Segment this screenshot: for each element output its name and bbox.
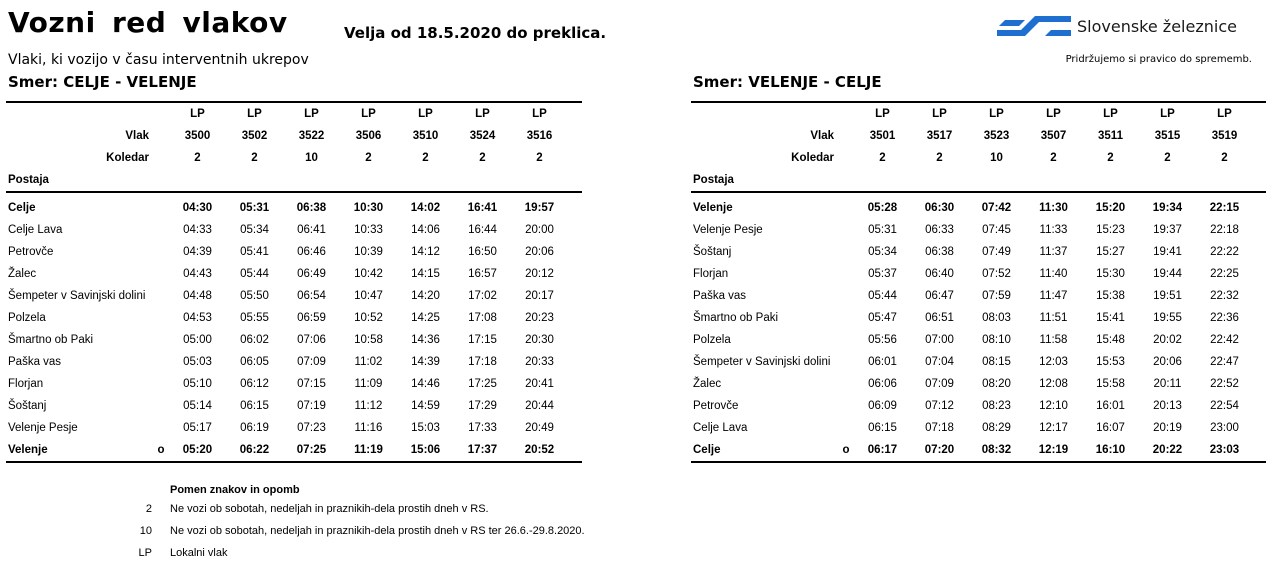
page-title: Vozni red vlakov xyxy=(8,6,288,39)
station-row xyxy=(6,417,582,439)
time-cell: 23:00 xyxy=(1210,422,1239,434)
time-cell: 12:10 xyxy=(1039,400,1068,412)
legend-title: Pomen znakov in opomb xyxy=(170,484,300,496)
train-type-row xyxy=(691,103,1266,125)
time-cell: 20:06 xyxy=(525,246,554,258)
header-cell: LP xyxy=(304,108,319,120)
time-cell: 15:48 xyxy=(1096,334,1125,346)
station-name: Šmartno ob Paki xyxy=(8,334,94,346)
time-cell: 15:53 xyxy=(1096,356,1125,368)
station-name: Šempeter v Savinjski dolini xyxy=(693,356,831,368)
row-label: Koledar xyxy=(106,152,149,164)
time-cell: 06:38 xyxy=(296,202,327,214)
station-name: Šoštanj xyxy=(693,246,732,258)
time-cell: 14:36 xyxy=(411,334,440,346)
time-cell: 19:55 xyxy=(1153,312,1182,324)
time-cell: 20:00 xyxy=(525,224,554,236)
header-cell: 2 xyxy=(936,152,943,164)
time-cell: 17:15 xyxy=(468,334,497,346)
validity-note: Velja od 18.5.2020 do preklica. xyxy=(344,24,607,42)
station-row xyxy=(6,439,582,463)
header-cell: LP xyxy=(418,108,433,120)
time-cell: 22:36 xyxy=(1210,312,1239,324)
header-cell: LP xyxy=(1103,108,1118,120)
time-cell: 05:34 xyxy=(240,224,269,236)
header-cell: 2 xyxy=(422,152,429,164)
time-cell: 17:29 xyxy=(468,400,497,412)
legend-text: Lokalni vlak xyxy=(170,547,228,559)
time-cell: 15:20 xyxy=(1095,202,1126,214)
time-cell: 15:03 xyxy=(411,422,440,434)
time-cell: 16:41 xyxy=(467,202,498,214)
time-cell: 20:11 xyxy=(1153,378,1182,390)
time-cell: 16:57 xyxy=(468,268,497,280)
time-cell: 06:38 xyxy=(925,246,954,258)
time-cell: 07:52 xyxy=(982,268,1011,280)
time-cell: 22:47 xyxy=(1210,356,1239,368)
station-name: Velenje Pesje xyxy=(693,224,763,236)
station-row xyxy=(6,197,582,219)
time-cell: 19:37 xyxy=(1153,224,1182,236)
time-cell: 20:41 xyxy=(525,378,554,390)
time-cell: 06:15 xyxy=(240,400,269,412)
time-cell: 08:23 xyxy=(982,400,1011,412)
time-cell: 06:22 xyxy=(239,444,270,456)
time-cell: 08:15 xyxy=(982,356,1011,368)
time-cell: 05:44 xyxy=(240,268,269,280)
time-cell: 06:05 xyxy=(240,356,269,368)
time-cell: 20:22 xyxy=(1152,444,1183,456)
time-cell: 16:50 xyxy=(468,246,497,258)
header-cell: 3519 xyxy=(1211,130,1238,142)
time-cell: 19:41 xyxy=(1153,246,1182,258)
time-cell: 06:40 xyxy=(925,268,954,280)
time-cell: 20:52 xyxy=(524,444,555,456)
station-row xyxy=(691,395,1266,417)
header-cell: 2 xyxy=(536,152,543,164)
time-cell: 05:55 xyxy=(240,312,269,324)
time-cell: 20:23 xyxy=(525,312,554,324)
time-cell: 11:16 xyxy=(354,422,383,434)
header-cell: 3500 xyxy=(184,130,211,142)
legend-item xyxy=(130,520,585,542)
header-cell: LP xyxy=(1046,108,1061,120)
time-cell: 06:49 xyxy=(297,268,326,280)
station-row xyxy=(691,263,1266,285)
brand-name: Slovenske železnice xyxy=(1077,16,1237,36)
time-cell: 05:47 xyxy=(868,312,897,324)
station-row xyxy=(6,373,582,395)
station-row xyxy=(691,197,1266,219)
time-cell: 05:20 xyxy=(182,444,213,456)
rights-note: Pridržujemo si pravico do sprememb. xyxy=(1065,54,1252,65)
time-cell: 07:09 xyxy=(297,356,326,368)
station-name: Celje Lava xyxy=(693,422,748,434)
time-cell: 06:19 xyxy=(240,422,269,434)
time-cell: 07:04 xyxy=(925,356,954,368)
time-cell: 06:09 xyxy=(868,400,897,412)
arrival-mark: o xyxy=(157,444,165,456)
header-cell: LP xyxy=(875,108,890,120)
station-name: Celje Lava xyxy=(8,224,63,236)
row-label: Koledar xyxy=(791,152,834,164)
train-number-row xyxy=(6,125,582,147)
station-row xyxy=(691,329,1266,351)
time-cell: 14:12 xyxy=(411,246,440,258)
header-cell: LP xyxy=(190,108,205,120)
timetable-celje-velenje xyxy=(6,101,582,463)
station-row xyxy=(691,417,1266,439)
time-cell: 11:51 xyxy=(1039,312,1068,324)
calendar-row xyxy=(691,147,1266,169)
time-cell: 04:48 xyxy=(183,290,212,302)
time-cell: 20:44 xyxy=(525,400,554,412)
station-row xyxy=(6,329,582,351)
time-cell: 07:42 xyxy=(981,202,1012,214)
station-row xyxy=(6,395,582,417)
legend-item xyxy=(130,542,228,564)
station-name: Celje xyxy=(8,202,36,214)
time-cell: 15:27 xyxy=(1096,246,1125,258)
time-cell: 16:01 xyxy=(1096,400,1125,412)
station-name: Šoštanj xyxy=(8,400,47,412)
header-cell: 2 xyxy=(194,152,201,164)
time-cell: 07:06 xyxy=(297,334,326,346)
time-cell: 20:30 xyxy=(525,334,554,346)
station-row xyxy=(691,241,1266,263)
arrival-mark: o xyxy=(842,444,850,456)
time-cell: 17:33 xyxy=(468,422,497,434)
header-cell: 2 xyxy=(365,152,372,164)
time-cell: 06:02 xyxy=(240,334,269,346)
header-cell: 3524 xyxy=(469,130,496,142)
time-cell: 11:47 xyxy=(1039,290,1068,302)
station-header: Postaja xyxy=(8,174,49,186)
time-cell: 22:52 xyxy=(1210,378,1239,390)
time-cell: 07:12 xyxy=(925,400,954,412)
time-cell: 22:42 xyxy=(1210,334,1239,346)
time-cell: 15:30 xyxy=(1096,268,1125,280)
header-cell: LP xyxy=(361,108,376,120)
time-cell: 14:02 xyxy=(410,202,441,214)
time-cell: 20:19 xyxy=(1153,422,1182,434)
direction-title: Smer: VELENJE - CELJE xyxy=(693,73,882,91)
time-cell: 15:38 xyxy=(1096,290,1125,302)
time-cell: 06:15 xyxy=(868,422,897,434)
header-cell: 10 xyxy=(990,152,1003,164)
station-name: Petrovče xyxy=(8,246,54,258)
time-cell: 10:47 xyxy=(354,290,383,302)
time-cell: 10:52 xyxy=(354,312,383,324)
row-label: Vlak xyxy=(810,130,834,142)
time-cell: 07:49 xyxy=(982,246,1011,258)
rail-logo-icon xyxy=(995,12,1073,40)
header-cell: 3517 xyxy=(926,130,953,142)
legend-key: 10 xyxy=(139,525,152,537)
time-cell: 08:29 xyxy=(982,422,1011,434)
station-name: Velenje xyxy=(8,444,48,456)
time-cell: 15:41 xyxy=(1096,312,1125,324)
time-cell: 14:59 xyxy=(411,400,440,412)
station-name: Paška vas xyxy=(693,290,747,302)
time-cell: 06:30 xyxy=(924,202,955,214)
time-cell: 07:20 xyxy=(924,444,955,456)
time-cell: 06:54 xyxy=(297,290,326,302)
time-cell: 22:32 xyxy=(1210,290,1239,302)
time-cell: 15:23 xyxy=(1096,224,1125,236)
header-cell: 2 xyxy=(1164,152,1171,164)
station-row xyxy=(691,285,1266,307)
station-row xyxy=(6,219,582,241)
station-row xyxy=(691,439,1266,463)
time-cell: 05:56 xyxy=(868,334,897,346)
time-cell: 05:31 xyxy=(239,202,270,214)
time-cell: 11:33 xyxy=(1039,224,1068,236)
station-name: Florjan xyxy=(693,268,729,280)
time-cell: 20:13 xyxy=(1153,400,1182,412)
time-cell: 05:28 xyxy=(867,202,898,214)
header-cell: LP xyxy=(247,108,262,120)
time-cell: 05:50 xyxy=(240,290,269,302)
header-cell: 2 xyxy=(1221,152,1228,164)
time-cell: 22:18 xyxy=(1210,224,1239,236)
time-cell: 06:17 xyxy=(867,444,898,456)
time-cell: 14:39 xyxy=(411,356,440,368)
time-cell: 22:22 xyxy=(1210,246,1239,258)
time-cell: 20:49 xyxy=(525,422,554,434)
station-name: Žalec xyxy=(693,378,722,390)
time-cell: 14:25 xyxy=(411,312,440,324)
time-cell: 06:46 xyxy=(297,246,326,258)
time-cell: 07:09 xyxy=(925,378,954,390)
legend-key: 2 xyxy=(145,503,152,515)
station-name: Petrovče xyxy=(693,400,739,412)
time-cell: 19:51 xyxy=(1153,290,1182,302)
station-row xyxy=(6,285,582,307)
time-cell: 17:08 xyxy=(468,312,497,324)
header-cell: 2 xyxy=(879,152,886,164)
page-subtitle: Vlaki, ki vozijo v času interventnih ukrepov xyxy=(8,52,309,68)
station-name: Žalec xyxy=(8,268,37,280)
time-cell: 07:19 xyxy=(297,400,326,412)
time-cell: 17:18 xyxy=(468,356,497,368)
time-cell: 22:54 xyxy=(1210,400,1239,412)
time-cell: 15:58 xyxy=(1096,378,1125,390)
header-cell: 3516 xyxy=(526,130,553,142)
station-name: Florjan xyxy=(8,378,44,390)
header-cell: 3511 xyxy=(1098,130,1123,142)
time-cell: 07:45 xyxy=(982,224,1011,236)
brand-logo xyxy=(995,12,1237,40)
header-cell: LP xyxy=(475,108,490,120)
time-cell: 07:00 xyxy=(925,334,954,346)
time-cell: 07:18 xyxy=(925,422,954,434)
time-cell: 04:39 xyxy=(183,246,212,258)
header-cell: 10 xyxy=(305,152,318,164)
time-cell: 07:23 xyxy=(297,422,326,434)
header-cell: 3501 xyxy=(869,130,896,142)
time-cell: 14:46 xyxy=(411,378,440,390)
time-cell: 11:37 xyxy=(1039,246,1068,258)
time-cell: 10:33 xyxy=(354,224,383,236)
time-cell: 05:34 xyxy=(868,246,897,258)
time-cell: 20:33 xyxy=(525,356,554,368)
row-label: Vlak xyxy=(125,130,149,142)
time-cell: 11:58 xyxy=(1039,334,1068,346)
time-cell: 04:43 xyxy=(183,268,212,280)
time-cell: 16:10 xyxy=(1095,444,1126,456)
time-cell: 16:44 xyxy=(468,224,497,236)
time-cell: 19:44 xyxy=(1153,268,1182,280)
time-cell: 11:09 xyxy=(354,378,383,390)
time-cell: 07:15 xyxy=(297,378,326,390)
header-cell: LP xyxy=(989,108,1004,120)
station-row xyxy=(691,307,1266,329)
header-cell: LP xyxy=(1160,108,1175,120)
time-cell: 06:47 xyxy=(925,290,954,302)
direction-title: Smer: CELJE - VELENJE xyxy=(8,73,197,91)
time-cell: 17:02 xyxy=(468,290,497,302)
legend-text: Ne vozi ob sobotah, nedeljah in praznikih-dela prostih dneh v RS ter 26.6.-29.8.2020. xyxy=(170,525,585,537)
time-cell: 05:37 xyxy=(868,268,897,280)
time-cell: 20:12 xyxy=(525,268,554,280)
time-cell: 05:31 xyxy=(868,224,897,236)
time-cell: 05:10 xyxy=(183,378,212,390)
train-type-row xyxy=(6,103,582,125)
time-cell: 16:07 xyxy=(1096,422,1125,434)
station-row xyxy=(691,351,1266,373)
time-cell: 06:12 xyxy=(240,378,269,390)
time-cell: 17:37 xyxy=(467,444,498,456)
time-cell: 08:20 xyxy=(982,378,1011,390)
time-cell: 05:03 xyxy=(183,356,212,368)
time-cell: 23:03 xyxy=(1209,444,1240,456)
time-cell: 14:06 xyxy=(411,224,440,236)
header-cell: LP xyxy=(932,108,947,120)
time-cell: 06:33 xyxy=(925,224,954,236)
header-cell: LP xyxy=(1217,108,1232,120)
time-cell: 11:02 xyxy=(354,356,383,368)
time-cell: 06:59 xyxy=(297,312,326,324)
calendar-row xyxy=(6,147,582,169)
time-cell: 04:33 xyxy=(183,224,212,236)
time-cell: 05:41 xyxy=(240,246,269,258)
station-row xyxy=(6,351,582,373)
legend-key: LP xyxy=(138,547,152,559)
time-cell: 05:44 xyxy=(868,290,897,302)
time-cell: 12:03 xyxy=(1039,356,1068,368)
header-cell: 2 xyxy=(479,152,486,164)
station-name: Šempeter v Savinjski dolini xyxy=(8,290,146,302)
time-cell: 11:19 xyxy=(354,444,383,456)
station-name: Polzela xyxy=(693,334,731,346)
train-number-row xyxy=(691,125,1266,147)
time-cell: 07:59 xyxy=(982,290,1011,302)
station-name: Velenje Pesje xyxy=(8,422,78,434)
time-cell: 07:25 xyxy=(296,444,327,456)
time-cell: 20:02 xyxy=(1153,334,1182,346)
station-row xyxy=(6,263,582,285)
header-cell: 3506 xyxy=(355,130,382,142)
time-cell: 10:39 xyxy=(354,246,383,258)
time-cell: 08:10 xyxy=(982,334,1011,346)
header-cell: 2 xyxy=(1107,152,1114,164)
station-name: Velenje xyxy=(693,202,733,214)
time-cell: 20:17 xyxy=(525,290,554,302)
time-cell: 15:06 xyxy=(410,444,441,456)
time-cell: 10:58 xyxy=(354,334,383,346)
time-cell: 10:42 xyxy=(354,268,383,280)
time-cell: 14:20 xyxy=(411,290,440,302)
header-cell: 3515 xyxy=(1154,130,1181,142)
station-header-row xyxy=(6,169,582,193)
station-header: Postaja xyxy=(693,174,734,186)
station-name: Polzela xyxy=(8,312,46,324)
station-row xyxy=(691,373,1266,395)
time-cell: 04:30 xyxy=(182,202,213,214)
header-cell: 2 xyxy=(1050,152,1057,164)
station-name: Paška vas xyxy=(8,356,62,368)
time-cell: 19:57 xyxy=(524,202,555,214)
header-cell: 2 xyxy=(251,152,258,164)
header-cell: 3510 xyxy=(412,130,439,142)
time-cell: 12:17 xyxy=(1039,422,1068,434)
time-cell: 20:06 xyxy=(1153,356,1182,368)
station-row xyxy=(6,241,582,263)
header-cell: 3522 xyxy=(298,130,325,142)
time-cell: 05:14 xyxy=(183,400,212,412)
time-cell: 14:15 xyxy=(411,268,440,280)
time-cell: 10:30 xyxy=(353,202,384,214)
station-name: Celje xyxy=(693,444,721,456)
time-cell: 12:08 xyxy=(1039,378,1068,390)
station-name: Šmartno ob Paki xyxy=(693,312,779,324)
time-cell: 06:01 xyxy=(868,356,897,368)
station-header-row xyxy=(691,169,1266,193)
header-cell: 3507 xyxy=(1040,130,1067,142)
time-cell: 05:17 xyxy=(183,422,212,434)
time-cell: 08:03 xyxy=(982,312,1011,324)
legend-item xyxy=(130,498,489,520)
header-cell: LP xyxy=(532,108,547,120)
time-cell: 11:12 xyxy=(354,400,383,412)
station-row xyxy=(691,219,1266,241)
station-row xyxy=(6,307,582,329)
time-cell: 12:19 xyxy=(1038,444,1069,456)
time-cell: 06:51 xyxy=(925,312,954,324)
time-cell: 11:30 xyxy=(1039,202,1068,214)
header-cell: 3523 xyxy=(983,130,1010,142)
time-cell: 05:00 xyxy=(183,334,212,346)
time-cell: 08:32 xyxy=(981,444,1012,456)
time-cell: 11:40 xyxy=(1039,268,1068,280)
time-cell: 19:34 xyxy=(1152,202,1183,214)
time-cell: 06:06 xyxy=(868,378,897,390)
header-cell: 3502 xyxy=(241,130,268,142)
legend-text: Ne vozi ob sobotah, nedeljah in praznikih-dela prostih dneh v RS. xyxy=(170,503,489,515)
time-cell: 22:25 xyxy=(1210,268,1239,280)
time-cell: 06:41 xyxy=(297,224,326,236)
timetable-velenje-celje xyxy=(691,101,1266,463)
time-cell: 22:15 xyxy=(1209,202,1240,214)
time-cell: 04:53 xyxy=(183,312,212,324)
time-cell: 17:25 xyxy=(468,378,497,390)
